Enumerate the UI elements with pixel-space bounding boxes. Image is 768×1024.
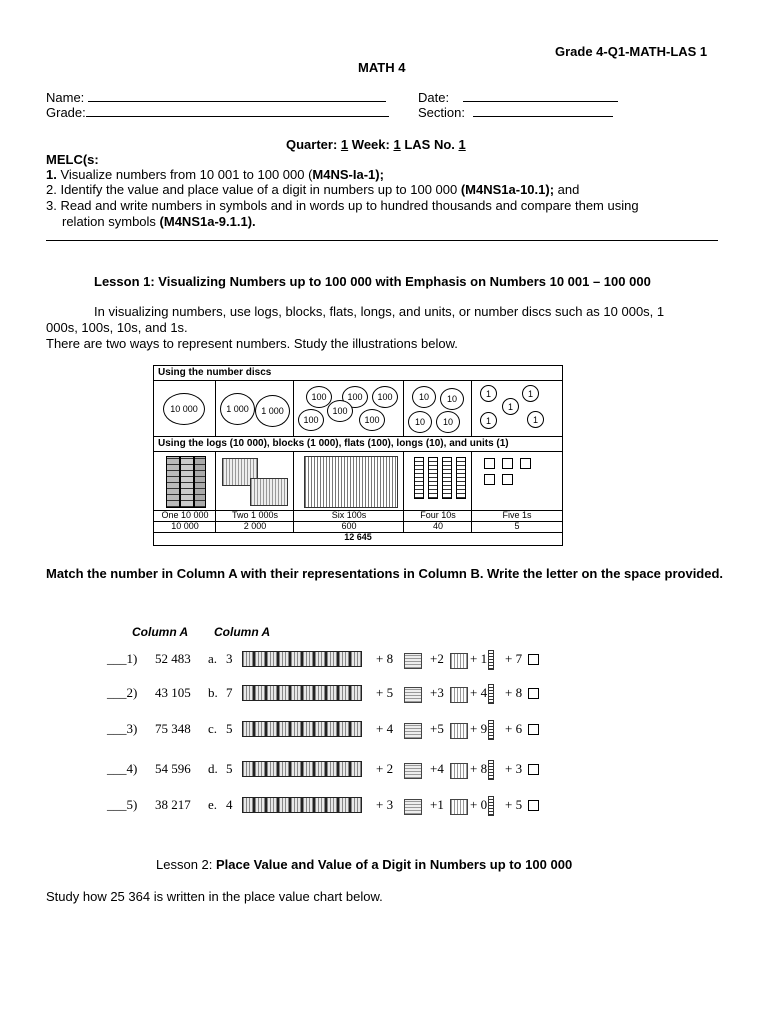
long-icon	[428, 457, 438, 499]
block-icon	[404, 723, 422, 739]
log-segment-icon	[302, 721, 314, 737]
flats-count: +2	[430, 651, 444, 666]
longs-count: + 9	[470, 721, 488, 736]
log-segment-icon	[302, 797, 314, 813]
disc-hundred-5: 100	[327, 400, 353, 422]
subject-title: MATH 4	[358, 60, 406, 75]
logs-strip-icon	[242, 761, 362, 779]
log-segment-icon	[254, 797, 266, 813]
disc-thousand-1: 1 000	[220, 393, 255, 425]
las-value: 1	[458, 137, 466, 152]
answer-blank[interactable]: ___2)	[107, 685, 138, 700]
log-segment-icon	[266, 651, 278, 667]
log-segment-icon	[278, 651, 290, 667]
melc-item-2	[46, 182, 579, 197]
option-letter: e.	[208, 797, 218, 812]
longs-count: + 4	[470, 685, 488, 700]
total-row	[154, 532, 562, 544]
log-segment-icon	[278, 797, 290, 813]
long-icon	[488, 650, 494, 670]
blocks-count: + 4	[376, 721, 394, 736]
disc-one-2: 1	[522, 385, 539, 402]
log-segment-icon	[314, 797, 326, 813]
answer-blank[interactable]: ___1)	[107, 651, 138, 666]
lesson2-title-text: Place Value and Value of a Digit in Numbers up to 100 000	[216, 857, 573, 872]
disc-one-3: 1	[502, 398, 519, 415]
log-block-icon	[194, 456, 206, 508]
lesson1-para2: There are two ways to represent numbers. Study the illustrations below.	[46, 336, 458, 351]
log-segment-icon	[326, 651, 338, 667]
date-field[interactable]	[463, 101, 618, 102]
column-a-number: 43 105	[155, 685, 191, 700]
quarter-label: Quarter:	[286, 137, 338, 152]
logs-count: 5	[226, 761, 233, 776]
logs-strip-icon	[242, 797, 362, 815]
quarter-value: 1	[340, 137, 349, 152]
melc-item-2-text: 2. Identify the value and place value of a digit in numbers up to 100 000	[46, 182, 461, 197]
log-block-icon	[180, 456, 194, 508]
log-segment-icon	[350, 761, 362, 777]
flats-count: +1	[430, 797, 444, 812]
log-segment-icon	[254, 761, 266, 777]
answer-blank[interactable]: ___5)	[107, 797, 138, 812]
melc-item-3-code: (M4NS1a-9.1.1).	[159, 214, 256, 229]
disc-thousand-2: 1 000	[255, 395, 290, 427]
melc-title: MELC(s:	[46, 152, 99, 167]
blocks-row	[154, 452, 562, 511]
log-segment-icon	[278, 761, 290, 777]
longs-count: + 8	[470, 761, 488, 776]
log-segment-icon	[338, 685, 350, 701]
unit-icon	[528, 654, 539, 665]
log-segment-icon	[266, 685, 278, 701]
lesson1-title: Lesson 1: Visualizing Numbers up to 100 000 with Emphasis on Numbers 10 001 – 100 000	[94, 274, 651, 289]
logs-strip-icon	[242, 685, 362, 703]
value-tens: 40	[432, 521, 443, 531]
match-row	[0, 721, 768, 743]
disc-cell-hundreds	[294, 381, 404, 436]
units-count: + 8	[505, 685, 523, 700]
match-instruction: Match the number in Column A with their representations in Column B. Write the letter on the space provided.	[46, 566, 724, 581]
disc-hundred-4: 100	[298, 409, 324, 431]
disc-cell-ones	[472, 381, 562, 436]
melc-item-2-tail: and	[554, 182, 580, 197]
log-segment-icon	[266, 797, 278, 813]
thousand-block-cell	[216, 452, 294, 510]
caption-ten-thousands: One 10 000	[161, 510, 209, 520]
match-row	[0, 797, 768, 819]
logs-count: 5	[226, 721, 233, 736]
column-a-number: 75 348	[155, 721, 191, 736]
log-segment-icon	[350, 721, 362, 737]
long-cell	[404, 452, 472, 510]
melc-item-3-line2	[62, 214, 256, 229]
discs-row	[154, 381, 562, 437]
caption-thousands: Two 1 000s	[231, 510, 279, 520]
unit-icon	[528, 724, 539, 735]
disc-ten-1: 10	[412, 386, 436, 408]
log-segment-icon	[350, 685, 362, 701]
longs-count: + 0	[470, 797, 488, 812]
match-row	[0, 651, 768, 673]
option-letter: c.	[208, 721, 218, 736]
divider	[46, 240, 718, 241]
name-label: Name:	[46, 90, 85, 105]
option-letter: d.	[208, 761, 218, 776]
block-icon	[404, 763, 422, 779]
log-segment-icon	[326, 761, 338, 777]
disc-ten-thousand: 10 000	[163, 393, 205, 425]
log-segment-icon	[242, 721, 254, 737]
discs-header-row	[154, 366, 562, 381]
unit-icon	[484, 458, 495, 469]
caption-tens: Four 10s	[420, 510, 456, 520]
week-label: Week:	[351, 137, 390, 152]
blocks-header: Using the logs (10 000), blocks (1 000), flats (100), longs (10), and units (1)	[158, 438, 509, 449]
flats-count: +4	[430, 761, 444, 776]
option-letter: b.	[208, 685, 218, 700]
disc-hundred-2: 100	[342, 386, 368, 408]
flats-count: +5	[430, 721, 444, 736]
melc-item-2-code: (M4NS1a-10.1);	[460, 182, 555, 197]
column-a-number: 52 483	[155, 651, 191, 666]
name-row	[46, 90, 386, 105]
log-segment-icon	[290, 685, 302, 701]
log-segment-icon	[254, 721, 266, 737]
log-segment-icon	[302, 651, 314, 667]
log-segment-icon	[350, 651, 362, 667]
long-icon	[488, 760, 494, 780]
document-code: Grade 4-Q1-MATH-LAS 1	[555, 44, 708, 59]
log-segment-icon	[314, 721, 326, 737]
flat-icon	[450, 763, 468, 779]
week-value: 1	[393, 137, 401, 152]
disc-hundred-6: 100	[359, 409, 385, 431]
section-row	[418, 105, 613, 120]
blocks-count: + 2	[376, 761, 394, 776]
log-segment-icon	[326, 721, 338, 737]
units-count: + 6	[505, 721, 523, 736]
lesson2-prefix: Lesson 2:	[156, 857, 216, 872]
unit-icon	[528, 764, 539, 775]
unit-icon	[520, 458, 531, 469]
logs-count: 7	[226, 685, 233, 700]
log-block-icon	[166, 456, 180, 508]
disc-ten-4: 10	[436, 411, 460, 433]
log-segment-icon	[338, 721, 350, 737]
value-hundreds: 600	[341, 521, 357, 531]
long-icon	[442, 457, 452, 499]
longs-count: + 1	[470, 651, 488, 666]
melc-item-1-text: Visualize numbers from 10 001 to 100 000 (	[56, 167, 313, 182]
value-ten-thousands: 10 000	[171, 521, 199, 531]
log-segment-icon	[326, 685, 338, 701]
log-segment-icon	[290, 721, 302, 737]
units-count: + 5	[505, 797, 523, 812]
blocks-count: + 5	[376, 685, 394, 700]
section-label: Section:	[418, 105, 465, 120]
log-segment-icon	[314, 761, 326, 777]
log-segment-icon	[254, 685, 266, 701]
log-segment-icon	[338, 761, 350, 777]
log-segment-icon	[338, 797, 350, 813]
column-a-header: Column A	[132, 625, 189, 639]
grade-label: Grade:	[46, 105, 86, 120]
log-segment-icon	[242, 651, 254, 667]
number-representation-table	[153, 365, 563, 546]
block-icon	[404, 799, 422, 815]
match-row	[0, 761, 768, 783]
disc-hundred-3: 100	[372, 386, 398, 408]
grade-field[interactable]	[86, 116, 389, 117]
melc-item-1-code: M4NS-Ia-1);	[312, 167, 384, 182]
lesson2-para: Study how 25 364 is written in the place value chart below.	[46, 889, 383, 904]
column-a-number: 38 217	[155, 797, 191, 812]
quarter-line	[286, 137, 466, 152]
logs-strip-icon	[242, 721, 362, 739]
log-segment-icon	[350, 797, 362, 813]
discs-header: Using the number discs	[158, 367, 272, 378]
logs-count: 3	[226, 651, 233, 666]
log-segment-icon	[290, 651, 302, 667]
long-icon	[456, 457, 466, 499]
melc-item-1-number: 1.	[46, 167, 57, 182]
melc-item-3-text2: relation symbols	[62, 214, 160, 229]
match-row	[0, 685, 768, 707]
lesson1-para1b: 000s, 100s, 10s, and 1s.	[46, 320, 188, 335]
disc-one-1: 1	[480, 385, 497, 402]
log-segment-icon	[302, 685, 314, 701]
melc-item-1	[46, 167, 384, 182]
lesson1-para1a: In visualizing numbers, use logs, blocks, flats, longs, and units, or number discs such as 10 000s, 1	[94, 304, 665, 319]
log-segment-icon	[242, 761, 254, 777]
flat-icon	[450, 799, 468, 815]
unit-cell	[472, 452, 562, 510]
melc-item-3: 3. Read and write numbers in symbols and in words up to hundred thousands and compare them using	[46, 198, 639, 213]
log-segment-icon	[242, 797, 254, 813]
value-ones: 5	[514, 521, 520, 531]
flat-icon	[450, 653, 468, 669]
flat-icon	[450, 687, 468, 703]
block-icon	[404, 653, 422, 669]
unit-icon	[502, 458, 513, 469]
value-thousands: 2 000	[243, 521, 267, 531]
flats-count: +3	[430, 685, 444, 700]
blocks-header-row	[154, 437, 562, 452]
flat-cell	[294, 452, 404, 510]
blocks-count: + 3	[376, 797, 394, 812]
log-segment-icon	[302, 761, 314, 777]
caption-ones: Five 1s	[502, 510, 532, 520]
long-icon	[488, 684, 494, 704]
flat-icon	[450, 723, 468, 739]
log-segment-icon	[290, 797, 302, 813]
disc-one-5: 1	[527, 411, 544, 428]
log-segment-icon	[266, 721, 278, 737]
unit-icon	[528, 800, 539, 811]
grade-row	[46, 105, 389, 120]
disc-cell-tens	[404, 381, 472, 436]
unit-icon	[528, 688, 539, 699]
flats-icon	[304, 456, 398, 508]
answer-blank[interactable]: ___4)	[107, 761, 138, 776]
section-field[interactable]	[473, 116, 613, 117]
disc-hundred-1: 100	[306, 386, 332, 408]
caption-hundreds: Six 100s	[331, 510, 367, 520]
log-segment-icon	[254, 651, 266, 667]
total-value: 12 645	[344, 532, 372, 542]
units-count: + 7	[505, 651, 523, 666]
block-icon	[404, 687, 422, 703]
log-segment-icon	[290, 761, 302, 777]
disc-cell-ten-thousands	[154, 381, 216, 436]
disc-ten-3: 10	[408, 411, 432, 433]
disc-cell-thousands	[216, 381, 294, 436]
log-segment-icon	[278, 721, 290, 737]
option-letter: a.	[208, 651, 218, 666]
log-cell	[154, 452, 216, 510]
disc-ten-2: 10	[440, 388, 464, 410]
blocks-count: + 8	[376, 651, 394, 666]
las-label: LAS No.	[404, 137, 455, 152]
logs-count: 4	[226, 797, 233, 812]
long-icon	[414, 457, 424, 499]
log-segment-icon	[338, 651, 350, 667]
disc-one-4: 1	[480, 412, 497, 429]
log-segment-icon	[278, 685, 290, 701]
lesson2-title	[156, 857, 572, 872]
log-segment-icon	[314, 685, 326, 701]
log-segment-icon	[314, 651, 326, 667]
column-b-header: Column A	[214, 625, 271, 639]
logs-strip-icon	[242, 651, 362, 669]
unit-icon	[484, 474, 495, 485]
units-count: + 3	[505, 761, 523, 776]
unit-icon	[502, 474, 513, 485]
long-icon	[488, 796, 494, 816]
log-segment-icon	[266, 761, 278, 777]
name-field[interactable]	[88, 101, 386, 102]
date-label: Date:	[418, 90, 450, 105]
answer-blank[interactable]: ___3)	[107, 721, 138, 736]
log-segment-icon	[326, 797, 338, 813]
long-icon	[488, 720, 494, 740]
column-a-number: 54 596	[155, 761, 191, 776]
log-segment-icon	[242, 685, 254, 701]
thousand-block-icon	[250, 478, 288, 506]
date-row	[418, 90, 618, 105]
